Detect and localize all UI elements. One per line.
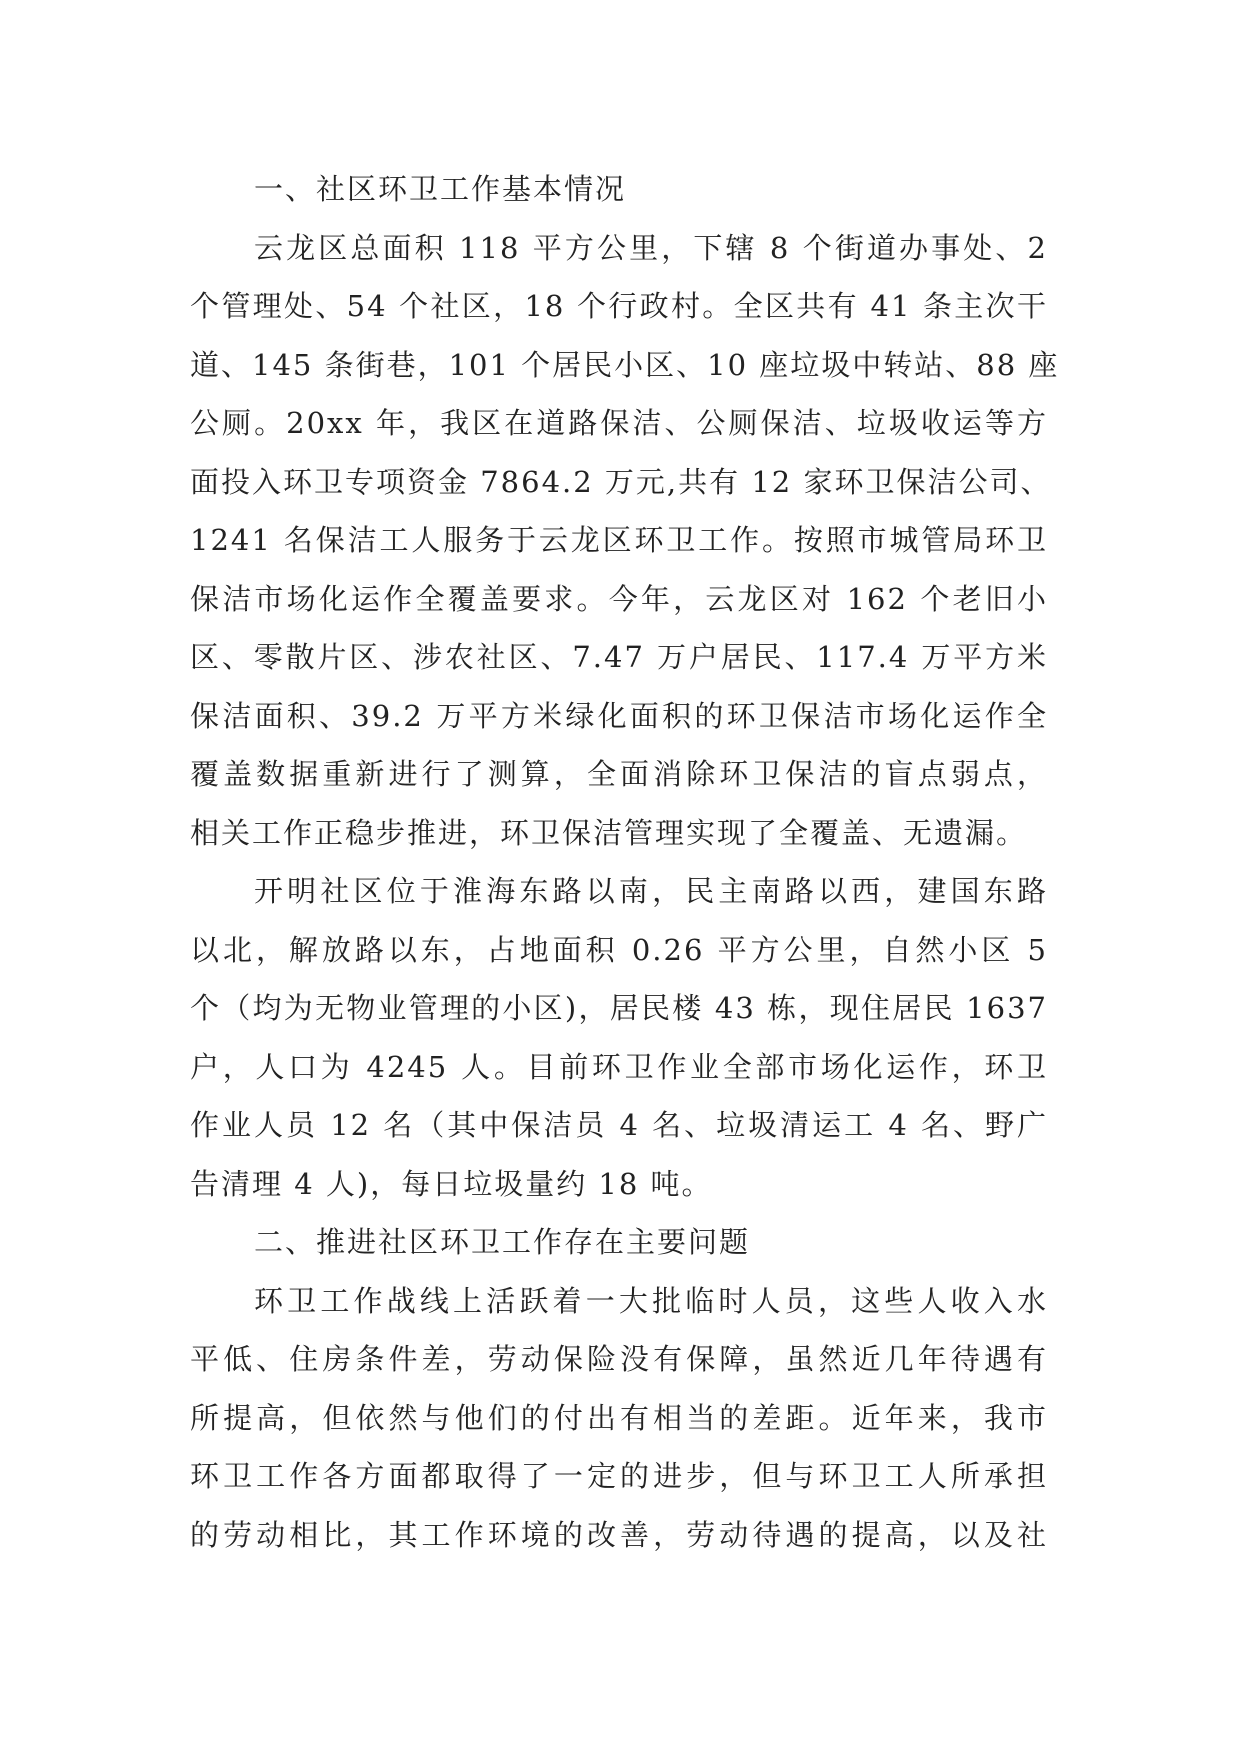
text-line: 云龙区总面积 118 平方公里，下辖 8 个街道办事处、2 — [254, 230, 1048, 265]
paragraph-1 — [190, 219, 1060, 863]
text-line: 道、145 条街巷，101 个居民小区、10 座垃圾中转站、88 座 — [190, 347, 1060, 382]
text-line: 面投入环卫专项资金 7864.2 万元,共有 12 家环卫保洁公司、 — [190, 464, 1052, 499]
text-line: 所提高，但依然与他们的付出有相当的差距。近年来，我市 — [190, 1400, 1048, 1435]
text-line: 平低、住房条件差，劳动保险没有保障，虽然近几年待遇有 — [190, 1342, 1048, 1376]
text-line: 保洁面积、39.2 万平方米绿化面积的环卫保洁市场化运作全 — [190, 698, 1048, 733]
section-heading-2: 二、推进社区环卫工作存在主要问题 — [254, 1225, 751, 1259]
text-line: 1241 名保洁工人服务于云龙区环卫工作。按照市城管局环卫 — [190, 523, 1048, 557]
text-line: 告清理 4 人)，每日垃圾量约 18 吨。 — [190, 1166, 713, 1201]
text-line: 区、零散片区、涉农社区、7.47 万户居民、117.4 万平方米 — [190, 640, 1048, 674]
text-line: 作业人员 12 名（其中保洁员 4 名、垃圾清运工 4 名、野广 — [190, 1108, 1048, 1142]
text-line: 以北，解放路以东，占地面积 0.26 平方公里，自然小区 5 — [190, 932, 1048, 967]
text-line: 覆盖数据重新进行了测算，全面消除环卫保洁的盲点弱点， — [190, 757, 1048, 791]
document-body — [190, 160, 1060, 1564]
text-line: 环卫工作各方面都取得了一定的进步，但与环卫工人所承担 — [190, 1459, 1048, 1493]
text-line: 的劳动相比，其工作环境的改善，劳动待遇的提高，以及社 — [190, 1517, 1048, 1552]
section-heading-1: 一、社区环卫工作基本情况 — [254, 172, 627, 206]
text-line: 环卫工作战线上活跃着一大批临时人员，这些人收入水 — [254, 1283, 1048, 1318]
text-line: 保洁市场化运作全覆盖要求。今年，云龙区对 162 个老旧小 — [190, 581, 1048, 616]
text-line: 开明社区位于淮海东路以南，民主南路以西，建国东路 — [254, 874, 1048, 908]
paragraph-3 — [190, 1272, 1048, 1565]
text-line: 个（均为无物业管理的小区)，居民楼 43 栋，现住居民 1637 — [190, 991, 1048, 1025]
text-line: 户，人口为 4245 人。目前环卫作业全部市场化运作，环卫 — [190, 1049, 1048, 1084]
paragraph-2 — [190, 862, 1048, 1213]
text-line: 公厕。20xx 年，我区在道路保洁、公厕保洁、垃圾收运等方 — [190, 406, 1048, 440]
text-line: 相关工作正稳步推进，环卫保洁管理实现了全覆盖、无遗漏。 — [190, 815, 1028, 850]
text-line: 个管理处、54 个社区，18 个行政村。全区共有 41 条主次干 — [190, 289, 1048, 323]
